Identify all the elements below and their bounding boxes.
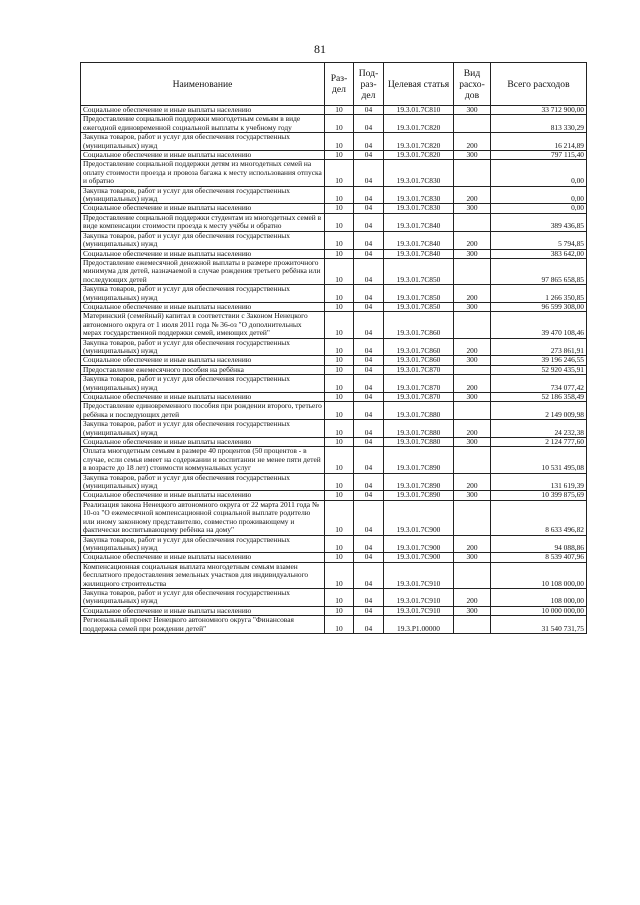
row-kind: 200 [454,473,491,491]
row-name: Предоставление социальной поддержки многодетным семьям в виде ежегодной единовременной социальной выплаты к учебному году [81,115,325,133]
row-subsection: 04 [354,312,384,338]
row-target: 19.3.01.7С880 [384,402,454,420]
row-section: 10 [325,151,354,160]
row-target: 19.3.01.7С850 [384,302,454,311]
table-row [81,133,587,151]
row-subsection: 04 [354,356,384,365]
row-kind: 200 [454,285,491,303]
row-kind [454,562,491,588]
row-total: 0,00 [491,204,587,213]
row-section: 10 [325,249,354,258]
row-kind [454,312,491,338]
row-total: 10 000 000,00 [491,606,587,615]
row-section: 10 [325,258,354,284]
row-total: 31 540 731,75 [491,616,587,634]
row-total: 797 115,40 [491,151,587,160]
row-section: 10 [325,447,354,473]
row-section: 10 [325,160,354,186]
row-total: 24 232,38 [491,420,587,438]
row-subsection: 04 [354,438,384,447]
row-target: 19.3.01.7С910 [384,606,454,615]
row-section: 10 [325,402,354,420]
row-total: 10 108 000,00 [491,562,587,588]
row-total: 39 470 108,46 [491,312,587,338]
row-kind [454,447,491,473]
row-kind [454,115,491,133]
row-name: Социальное обеспечение и иные выплаты населению [81,151,325,160]
row-subsection: 04 [354,535,384,553]
row-total: 10 399 875,69 [491,491,587,500]
row-total: 0,00 [491,160,587,186]
header-subsection: Под- раз- дел [354,63,384,106]
table-row [81,204,587,213]
row-subsection: 04 [354,402,384,420]
row-name: Закупка товаров, работ и услуг для обеспечения государственных (муниципальных) нужд [81,133,325,151]
row-subsection: 04 [354,553,384,562]
row-name: Социальное обеспечение и иные выплаты населению [81,606,325,615]
row-kind: 300 [454,151,491,160]
row-subsection: 04 [354,588,384,606]
row-kind: 300 [454,553,491,562]
row-kind [454,402,491,420]
row-target: 19.3.01.7С880 [384,420,454,438]
row-target: 19.3.01.7С910 [384,562,454,588]
row-total: 273 861,91 [491,338,587,356]
row-subsection: 04 [354,133,384,151]
row-total: 131 619,39 [491,473,587,491]
row-name: Социальное обеспечение и иные выплаты населению [81,438,325,447]
row-target: 19.3.01.7С840 [384,249,454,258]
row-total: 16 214,89 [491,133,587,151]
row-kind: 300 [454,491,491,500]
row-kind: 200 [454,588,491,606]
row-name: Региональный проект Ненецкого автономного округа "Финансовая поддержка семей при рождении детей" [81,616,325,634]
row-kind: 300 [454,249,491,258]
table-row [81,616,587,634]
row-total: 10 531 495,08 [491,447,587,473]
row-section: 10 [325,420,354,438]
row-subsection: 04 [354,115,384,133]
row-target: 19.3.01.7С850 [384,258,454,284]
row-subsection: 04 [354,393,384,402]
row-name: Закупка товаров, работ и услуг для обеспечения государственных (муниципальных) нужд [81,285,325,303]
row-kind: 300 [454,393,491,402]
row-target: 19.3.01.7С850 [384,285,454,303]
budget-table [80,62,587,634]
row-subsection: 04 [354,365,384,374]
row-subsection: 04 [354,338,384,356]
row-kind: 300 [454,356,491,365]
row-name: Компенсационная социальная выплата многодетным семьям взамен бесплатного предоставления земельных участков для индивидуального жилищного строительства [81,562,325,588]
row-target: 19.3.01.7С840 [384,213,454,231]
row-subsection: 04 [354,302,384,311]
table-row [81,186,587,204]
row-subsection: 04 [354,473,384,491]
header-total: Всего расходов [491,63,587,106]
table-row [81,535,587,553]
table-row [81,491,587,500]
row-section: 10 [325,553,354,562]
row-subsection: 04 [354,562,384,588]
row-kind: 200 [454,420,491,438]
row-kind: 200 [454,375,491,393]
row-kind [454,213,491,231]
row-subsection: 04 [354,500,384,535]
table-row [81,420,587,438]
table-row [81,356,587,365]
row-kind: 300 [454,438,491,447]
row-section: 10 [325,500,354,535]
row-subsection: 04 [354,204,384,213]
table-header-row [81,63,587,106]
row-subsection: 04 [354,447,384,473]
row-total: 0,00 [491,186,587,204]
row-name: Закупка товаров, работ и услуг для обеспечения государственных (муниципальных) нужд [81,231,325,249]
row-section: 10 [325,231,354,249]
row-section: 10 [325,312,354,338]
row-section: 10 [325,562,354,588]
row-target: 19.3.01.7С890 [384,447,454,473]
table-row [81,338,587,356]
row-name: Социальное обеспечение и иные выплаты населению [81,106,325,115]
row-section: 10 [325,606,354,615]
row-kind: 200 [454,133,491,151]
row-total: 8 633 496,82 [491,500,587,535]
row-kind [454,258,491,284]
row-name: Предоставление ежемесячного пособия на ребёнка [81,365,325,374]
table-row [81,500,587,535]
row-subsection: 04 [354,106,384,115]
row-target: 19.3.01.7С820 [384,133,454,151]
row-section: 10 [325,393,354,402]
row-total: 97 865 658,85 [491,258,587,284]
row-total: 39 196 246,55 [491,356,587,365]
row-kind [454,365,491,374]
table-row [81,447,587,473]
row-target: 19.3.01.7С870 [384,393,454,402]
row-target: 19.3.01.7С840 [384,231,454,249]
row-name: Предоставление социальной поддержки студентам из многодетных семей в виде компенсации стоимости проезда к месту учёбы и обратно [81,213,325,231]
row-name: Социальное обеспечение и иные выплаты населению [81,302,325,311]
row-target: 19.3.01.7С900 [384,553,454,562]
row-section: 10 [325,302,354,311]
header-section: Раз- дел [325,63,354,106]
row-name: Социальное обеспечение и иные выплаты населению [81,249,325,258]
row-target: 19.3.01.7С890 [384,473,454,491]
row-total: 94 088,86 [491,535,587,553]
table-row [81,588,587,606]
header-kind: Вид расхо- дов [454,63,491,106]
row-subsection: 04 [354,151,384,160]
row-target: 19.3.01.7С870 [384,365,454,374]
row-kind: 200 [454,231,491,249]
row-subsection: 04 [354,491,384,500]
table-row [81,249,587,258]
row-total: 2 124 777,60 [491,438,587,447]
row-target: 19.3.01.7С890 [384,491,454,500]
table-row [81,115,587,133]
row-name: Закупка товаров, работ и услуг для обеспечения государственных (муниципальных) нужд [81,375,325,393]
row-name: Предоставление социальной поддержки детям из многодетных семей на оплату стоимости проезда и провоза багажа к месту использования отпуска и обратно [81,160,325,186]
table-row [81,553,587,562]
row-name: Социальное обеспечение и иные выплаты населению [81,204,325,213]
row-section: 10 [325,375,354,393]
row-name: Социальное обеспечение и иные выплаты населению [81,491,325,500]
row-section: 10 [325,491,354,500]
table-row [81,160,587,186]
row-section: 10 [325,115,354,133]
row-target: 19.3.01.7С860 [384,312,454,338]
row-subsection: 04 [354,420,384,438]
row-target: 19.3.01.7С830 [384,204,454,213]
table-row [81,312,587,338]
table-row [81,375,587,393]
page-number: 81 [314,42,326,56]
row-total: 2 149 009,98 [491,402,587,420]
row-target: 19.3.01.7С820 [384,151,454,160]
row-target: 19.3.01.7С880 [384,438,454,447]
row-total: 33 712 900,00 [491,106,587,115]
row-total: 52 186 358,49 [491,393,587,402]
row-target: 19.3.01.7С900 [384,535,454,553]
row-kind: 300 [454,302,491,311]
row-name: Закупка товаров, работ и услуг для обеспечения государственных (муниципальных) нужд [81,338,325,356]
row-name: Закупка товаров, работ и услуг для обеспечения государственных (муниципальных) нужд [81,420,325,438]
table-row [81,231,587,249]
row-subsection: 04 [354,258,384,284]
row-target: 19.3.01.7С830 [384,160,454,186]
row-kind: 200 [454,186,491,204]
header-name: Наименование [81,63,325,106]
row-total: 108 000,00 [491,588,587,606]
row-target: 19.3.01.7С860 [384,356,454,365]
row-target: 19.3.01.7С900 [384,500,454,535]
row-section: 10 [325,438,354,447]
header-target: Целевая статья [384,63,454,106]
row-target: 19.3.01.7С860 [384,338,454,356]
row-name: Материнский (семейный) капитал в соответствии с Законом Ненецкого автономного округа от 1 июля 2011 года № 36-оз "О дополнительных мерах государственной поддержки семей, имеющих детей" [81,312,325,338]
row-section: 10 [325,535,354,553]
row-total: 383 642,00 [491,249,587,258]
row-subsection: 04 [354,375,384,393]
row-target: 19.3.01.7С810 [384,106,454,115]
row-subsection: 04 [354,186,384,204]
row-target: 19.3.01.7С870 [384,375,454,393]
row-subsection: 04 [354,231,384,249]
row-name: Предоставление ежемесячной денежной выплаты в размере прожиточного минимума для детей, назначаемой в случае рождения третьего ребёнка или последующих детей [81,258,325,284]
row-name: Социальное обеспечение и иные выплаты населению [81,553,325,562]
row-section: 10 [325,285,354,303]
table-row [81,213,587,231]
row-kind: 200 [454,535,491,553]
row-target: 19.3.01.7С820 [384,115,454,133]
row-section: 10 [325,133,354,151]
table-row [81,285,587,303]
row-section: 10 [325,204,354,213]
row-section: 10 [325,365,354,374]
row-kind [454,500,491,535]
row-name: Социальное обеспечение и иные выплаты населению [81,356,325,365]
row-total: 389 436,85 [491,213,587,231]
row-kind [454,616,491,634]
row-section: 10 [325,356,354,365]
table-row [81,402,587,420]
row-kind: 300 [454,204,491,213]
row-target: 19.3.01.7С910 [384,588,454,606]
row-section: 10 [325,473,354,491]
row-name: Социальное обеспечение и иные выплаты населению [81,393,325,402]
row-total: 734 077,42 [491,375,587,393]
row-name: Закупка товаров, работ и услуг для обеспечения государственных (муниципальных) нужд [81,473,325,491]
row-kind: 200 [454,338,491,356]
row-section: 10 [325,106,354,115]
row-total: 1 266 350,85 [491,285,587,303]
row-subsection: 04 [354,160,384,186]
row-section: 10 [325,338,354,356]
row-name: Реализация закона Ненецкого автономного округа от 22 марта 2011 года № 10-оз "О ежемесячной компенсационной социальной выплате родителю или иному законному представителю, совместно проживающему и фактически воспитывающему ребёнка на дому" [81,500,325,535]
row-subsection: 04 [354,285,384,303]
row-section: 10 [325,213,354,231]
row-total: 813 330,29 [491,115,587,133]
row-section: 10 [325,616,354,634]
row-section: 10 [325,186,354,204]
row-total: 52 920 435,91 [491,365,587,374]
row-total: 96 599 308,00 [491,302,587,311]
row-section: 10 [325,588,354,606]
row-name: Закупка товаров, работ и услуг для обеспечения государственных (муниципальных) нужд [81,186,325,204]
row-target: 19.3.01.7С830 [384,186,454,204]
row-name: Оплата многодетным семьям в размере 40 процентов (50 процентов - в случае, если семья имеет на содержании и воспитании не менее пяти детей в возрасте до 18 лет) стоимости коммунальных услуг [81,447,325,473]
row-name: Предоставление единовременного пособия при рождении второго, третьего ребёнка и последующих детей [81,402,325,420]
row-total: 8 539 407,96 [491,553,587,562]
table-row [81,562,587,588]
row-name: Закупка товаров, работ и услуг для обеспечения государственных (муниципальных) нужд [81,535,325,553]
row-target: 19.3.P1.00000 [384,616,454,634]
row-subsection: 04 [354,213,384,231]
table-row [81,258,587,284]
row-kind: 300 [454,606,491,615]
row-subsection: 04 [354,606,384,615]
row-kind: 300 [454,106,491,115]
row-name: Закупка товаров, работ и услуг для обеспечения государственных (муниципальных) нужд [81,588,325,606]
row-total: 5 794,85 [491,231,587,249]
row-kind [454,160,491,186]
table-row [81,473,587,491]
row-subsection: 04 [354,616,384,634]
row-subsection: 04 [354,249,384,258]
